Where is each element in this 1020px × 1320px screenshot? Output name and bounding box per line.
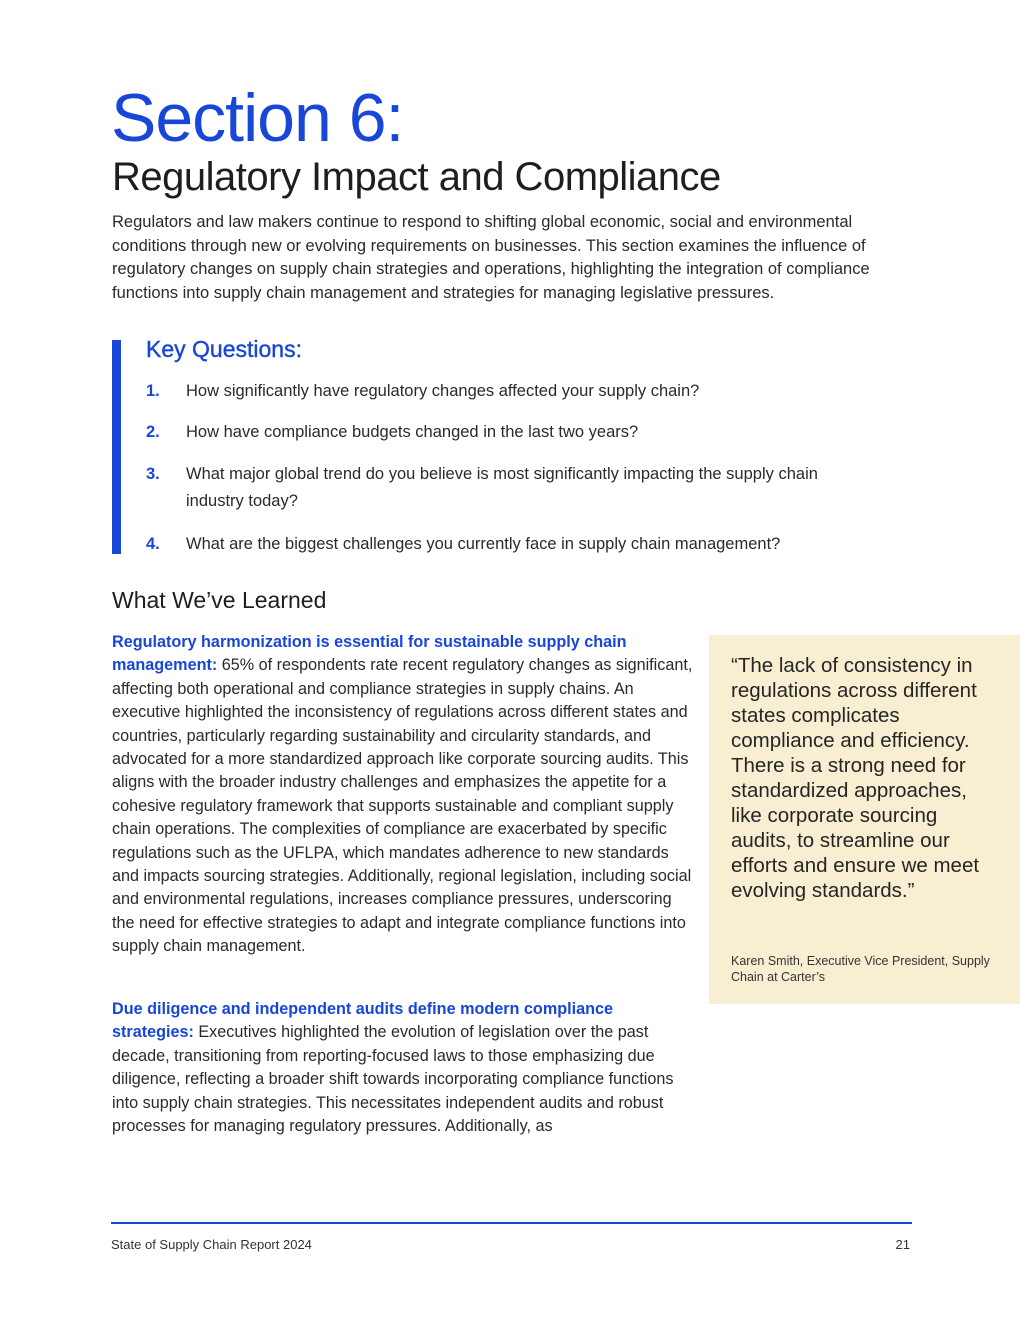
key-questions-heading: Key Questions: [146,336,302,362]
learned-heading: What We’ve Learned [112,587,327,613]
footer-report-name: State of Supply Chain Report 2024 [111,1237,312,1252]
key-question-text: How have compliance budgets changed in the last two years? [186,423,639,441]
learned-paragraph [112,998,696,1138]
key-question-number: 4. [146,535,160,553]
key-question-text: How significantly have regulatory changes affected your supply chain? [186,382,700,400]
key-question-number: 1. [146,382,160,400]
quote-attribution: Karen Smith, Executive Vice President, Supply Chain at Carter’s [731,954,990,984]
paragraph-text: Executives highlighted the evolution of legislation over the past decade, transitioning from reporting-focused laws to those emphasizing due diligence, reflecting a broader shift towards incorporating compliance functions into supply chain strategies. This necessitates independent audits and robust processes for managing regulatory pressures. Additionally, as [112,1023,674,1136]
section-number: Section 6: [111,80,404,156]
quote-text: “The lack of consistency in regulations across different states complicates compliance and efficiency. There is a strong need for standardized approaches, like corporate sourcing audits, to streamline our efforts and ensure we meet evolving standards.” [731,654,980,902]
pull-quote [709,635,1020,1004]
key-question-number: 2. [146,423,160,441]
key-question-text: What are the biggest challenges you currently face in supply chain management? [186,535,781,553]
learned-paragraph [112,631,696,959]
paragraph-lead: Due diligence and independent audits define modern compliance strategies: [112,1000,613,1042]
key-questions-box [112,336,902,554]
key-question-text: What major global trend do you believe is most significantly impacting the supply chain industry today? [186,465,818,510]
paragraph-lead: Regulatory harmonization is essential for sustainable supply chain management: [112,633,627,675]
paragraph-text: 65% of respondents rate recent regulatory changes as significant, affecting both operational and compliance strategies in supply chains. An executive highlighted the inconsistency of regulations across different states and countries, particularly regarding sustainability and circularity standards, and advocated for a more standardized approach like corporate sourcing audits. This aligns with the broader industry challenges and emphasizes the appetite for a cohesive regulatory framework that supports sustainable and compliant supply chain operations. The complexities of compliance are exacerbated by specific regulations such as the UFLPA, which mandates adherence to new standards and impacts sourcing strategies. Additionally, regional legislation, including social and environmental regulations, increases compliance pressures, underscoring the need for effective strategies to adapt and integrate compliance functions into supply chain management. [112,656,693,956]
key-questions-accent-bar [112,340,121,554]
key-question-number: 3. [146,465,160,483]
footer-divider [111,1222,912,1224]
intro-paragraph: Regulators and law makers continue to respond to shifting global economic, social and environmental conditions through new or evolving requirements on businesses. This section examines the influence of regulatory changes on supply chain strategies and operations, highlighting the integration of compliance functions into supply chain management and strategies for managing legislative pressures. [112,213,870,302]
page-number: 21 [895,1237,910,1252]
page-title: Regulatory Impact and Compliance [112,155,721,199]
